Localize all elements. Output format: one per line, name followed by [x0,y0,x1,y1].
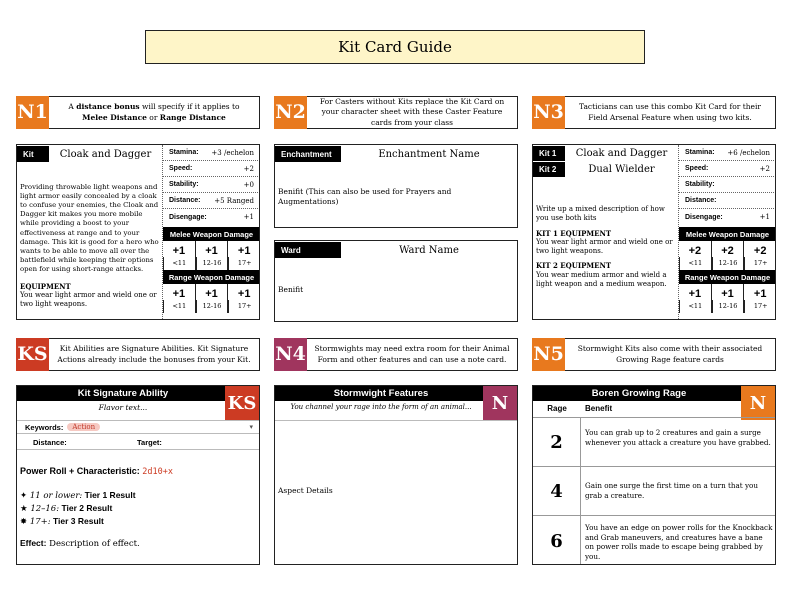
kit1-equipment: You wear light armor and wield one or two light weapons. [536,238,673,256]
rage-title: Boren Growing Rage [591,388,687,399]
kit-ranged-heading: Range Weapon Damage [163,270,260,284]
signature-title: Kit Signature Ability [77,388,169,399]
kit-ranged-damage: +1 <11 +1 12-16 +1 17+ [163,284,260,313]
rage-row: 2 You can grab up to 2 creatures and gain a surge whenever you attack a creature you have grabbed. [533,417,776,466]
ward-benefit: Benifit [278,285,304,294]
distance-target-row [17,437,260,450]
n1-badge: N1 [16,96,49,129]
kit-description: Providing throwable light weapons and light armor easily concealed by a cloak to confuse your enemies, the Cloak and Dagger kit makes you more mobile while providing a boost to your effectiveness at range and to your damage. This kit is good for a hero who wants to be able to move all over the battlefield while keeping their options open for using short-range attacks. [20,183,159,273]
n4-badge: N4 [274,338,307,371]
note-n5 [532,338,776,371]
enchantment-tag: Enchantment [275,146,341,162]
combo-description: Write up a mixed description of how you use both kits [536,205,665,223]
kit-tag: Kit [17,146,49,162]
n3-badge: N3 [532,96,565,129]
signature-flavor: Flavor text... [98,403,148,412]
rage-col-benefit: Benefit [585,404,613,413]
keywords-label: Keywords: [25,422,64,432]
combo-melee-heading: Melee Weapon Damage [679,227,776,241]
kit-equipment-heading: EQUIPMENT [20,282,71,292]
target-label: Target: [137,438,162,447]
n5-text: Stormwight Kits also come with their associated Growing Rage feature cards [577,344,763,364]
combo-stat-row: Stamina: +6 /echelon [679,145,776,161]
enchantment-card [274,144,518,228]
signature-ability-card [16,385,260,565]
kit-name: Cloak and Dagger [59,148,152,160]
combo-stats [678,145,776,320]
tier3-row: ✸ 17+: Tier 3 Result [20,516,104,527]
tier2-row: ★ 12–16: Tier 2 Result [20,503,113,514]
n2-badge: N2 [274,96,307,129]
note-n3 [532,96,776,129]
stormwight-card [274,385,518,565]
kit2-tag: Kit 2 [533,162,565,177]
aspect-details: Aspect Details [278,486,333,495]
kit2-equipment-heading: KIT 2 EQUIPMENT [536,261,612,271]
effect: Effect: Description of effect. [20,538,140,549]
kit-stat-row: Stamina: +3 /echelon [163,145,260,161]
ks-badge: KS [16,338,49,371]
ward-tag: Ward [275,242,341,258]
rage-row: 4 Gain one surge the first time on a turn that you grab a creature. [533,466,776,515]
keywords-dropdown-icon[interactable]: ▾ [249,423,253,431]
combo-ranged-heading: Range Weapon Damage [679,270,776,284]
tier1-row: ✦ 11 or lower: Tier 1 Result [20,490,136,501]
n2-text: For Casters without Kits replace the Kit Card on your character sheet with these Caster Feature cards from your class [319,97,505,127]
combo-ranged-damage: +1 <11 +1 12-16 +1 17+ [679,284,776,313]
note-n1 [16,96,260,129]
rage-badge: N [741,386,775,420]
combo-stat-row: Speed: +2 [679,161,776,177]
kit-stat-row: Stability: +0 [163,177,260,193]
kit-stats [162,145,260,320]
kit-melee-damage: +1 <11 +1 12-16 +1 17+ [163,241,260,270]
stormwight-flavor: You channel your rage into the form of an animal... [290,403,472,411]
kit-equipment: You wear light armor and wield one or two light weapons. [20,291,157,309]
combo-stat-row: Stability: [679,177,776,193]
power-roll: Power Roll + Characteristic: 2d10+x [20,466,174,477]
page-title: Kit Card Guide [145,30,645,64]
enchantment-name: Enchantment Name [378,148,480,160]
note-ks [16,338,260,371]
kit-card [16,144,260,320]
keywords-row [17,420,260,434]
note-n4 [274,338,518,371]
power-tiers [20,489,136,528]
kit1-tag: Kit 1 [533,146,565,161]
n1-text: A distance bonus will specify if it applies to Melee Distance or Range Distance [68,102,240,122]
combo-kit-card [532,144,776,320]
combo-stat-row: Distance: [679,193,776,209]
distance-label: Distance: [33,438,67,447]
growing-rage-card [532,385,776,565]
kit-stat-row: Disengage: +1 [169,213,254,221]
kit-melee-heading: Melee Weapon Damage [163,227,260,241]
n4-text: Stormwights may need extra room for their Animal Form and other features and can use a note card. [314,344,510,364]
keyword-tag: Action [67,423,100,431]
kit2-name: Dual Wielder [588,163,655,175]
enchantment-benefit: Benifit (This can also be used for Prayers and Augmentations) [278,187,452,206]
tier2-icon: ★ [20,504,28,514]
ward-card [274,240,518,322]
kit-stat-row: Speed: +2 [163,161,260,177]
ks-text: Kit Abilities are Signature Abilities. Kit Signature Actions already include the bonuses from your Kit. [57,344,251,364]
rage-col-rage: Rage [547,404,567,413]
note-n2 [274,96,518,129]
combo-stat-row: Disengage: +1 [685,213,770,221]
tier3-icon: ✸ [20,517,28,527]
rage-row: 6 You have an edge on power rolls for the Knockback and Grab maneuvers, and creatures have a bane on power rolls made to escape being grabbed by you. [533,515,776,565]
kit2-equipment: You wear medium armor and wield a light weapon and a medium weapon. [536,270,667,288]
kit-stat-row: Distance: +5 Ranged [163,193,260,209]
kit1-equipment-heading: KIT 1 EQUIPMENT [536,229,612,239]
stormwight-badge: N [483,386,517,420]
kit1-name: Cloak and Dagger [575,147,668,159]
combo-melee-damage: +2 <11 +2 12-16 +2 17+ [679,241,776,270]
n5-badge: N5 [532,338,565,371]
stormwight-title: Stormwight Features [333,388,429,399]
signature-badge: KS [225,386,259,420]
ward-name: Ward Name [399,244,459,256]
tier1-icon: ✦ [20,491,28,501]
n3-text: Tacticians can use this combo Kit Card for their Field Arsenal Feature when using two kits. [579,102,761,122]
